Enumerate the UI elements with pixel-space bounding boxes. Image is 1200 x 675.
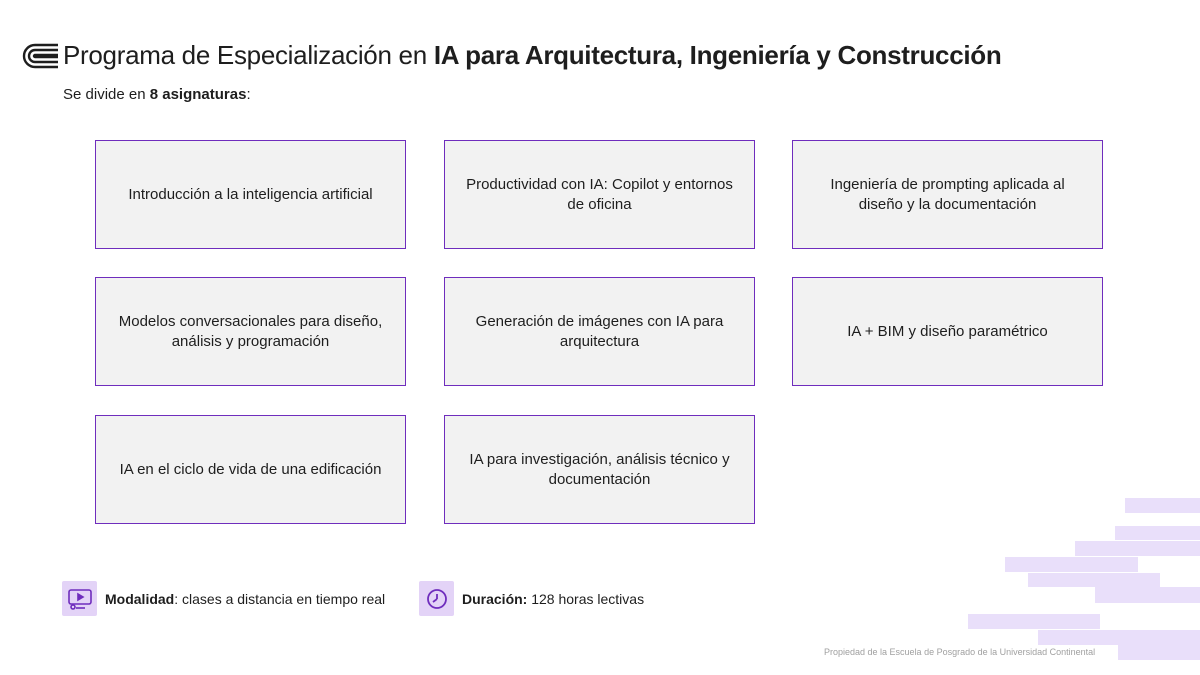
subject-label: IA en el ciclo de vida de una edificación bbox=[119, 460, 382, 478]
decorative-bars bbox=[960, 490, 1200, 675]
title-bold: IA para Arquitectura, Ingeniería y Construcción bbox=[433, 40, 1002, 70]
modalidad-label: Modalidad bbox=[105, 590, 175, 607]
subject-label: Ingeniería de prompting aplicada al diseño y la documentación bbox=[830, 175, 1065, 213]
subtitle-prefix: Se divide en bbox=[63, 86, 150, 103]
modalidad-value: clases a distancia en tiempo real bbox=[178, 590, 386, 607]
modalidad-info bbox=[62, 581, 385, 616]
footer-copyright: Propiedad de la Escuela de Posgrado de la Universidad Continental bbox=[824, 647, 1096, 657]
duracion-info bbox=[419, 581, 644, 616]
subject-card bbox=[444, 140, 755, 249]
subject-card bbox=[792, 140, 1103, 249]
subject-card bbox=[444, 415, 755, 524]
subtitle-count: 8 asignaturas bbox=[149, 86, 247, 103]
subject-label: Introducción a la inteligencia artificial bbox=[128, 185, 373, 203]
clock-icon bbox=[419, 581, 454, 616]
subject-label: IA + BIM y diseño paramétrico bbox=[847, 322, 1048, 340]
subject-card bbox=[95, 277, 406, 386]
brand-logo-icon bbox=[22, 43, 58, 69]
subtitle-suffix: : bbox=[246, 86, 251, 103]
subject-label: Modelos conversacionales para diseño, análisis y programación bbox=[118, 312, 383, 350]
title-prefix: Programa de Especialización en bbox=[63, 40, 434, 70]
page-title bbox=[63, 40, 1001, 71]
subject-card bbox=[792, 277, 1103, 386]
subject-label: Generación de imágenes con IA para arquitectura bbox=[475, 312, 724, 350]
page-subtitle bbox=[63, 86, 251, 103]
subject-card bbox=[444, 277, 755, 386]
subject-card bbox=[95, 140, 406, 249]
duracion-value: 128 horas lectivas bbox=[527, 590, 645, 607]
subject-label: IA para investigación, análisis técnico y documentación bbox=[469, 450, 730, 488]
video-class-icon bbox=[62, 581, 97, 616]
subject-card bbox=[95, 415, 406, 524]
duracion-label: Duración: bbox=[462, 590, 528, 607]
subject-label: Productividad con IA: Copilot y entornos de oficina bbox=[466, 175, 733, 213]
modalidad-separator: : bbox=[174, 590, 179, 607]
